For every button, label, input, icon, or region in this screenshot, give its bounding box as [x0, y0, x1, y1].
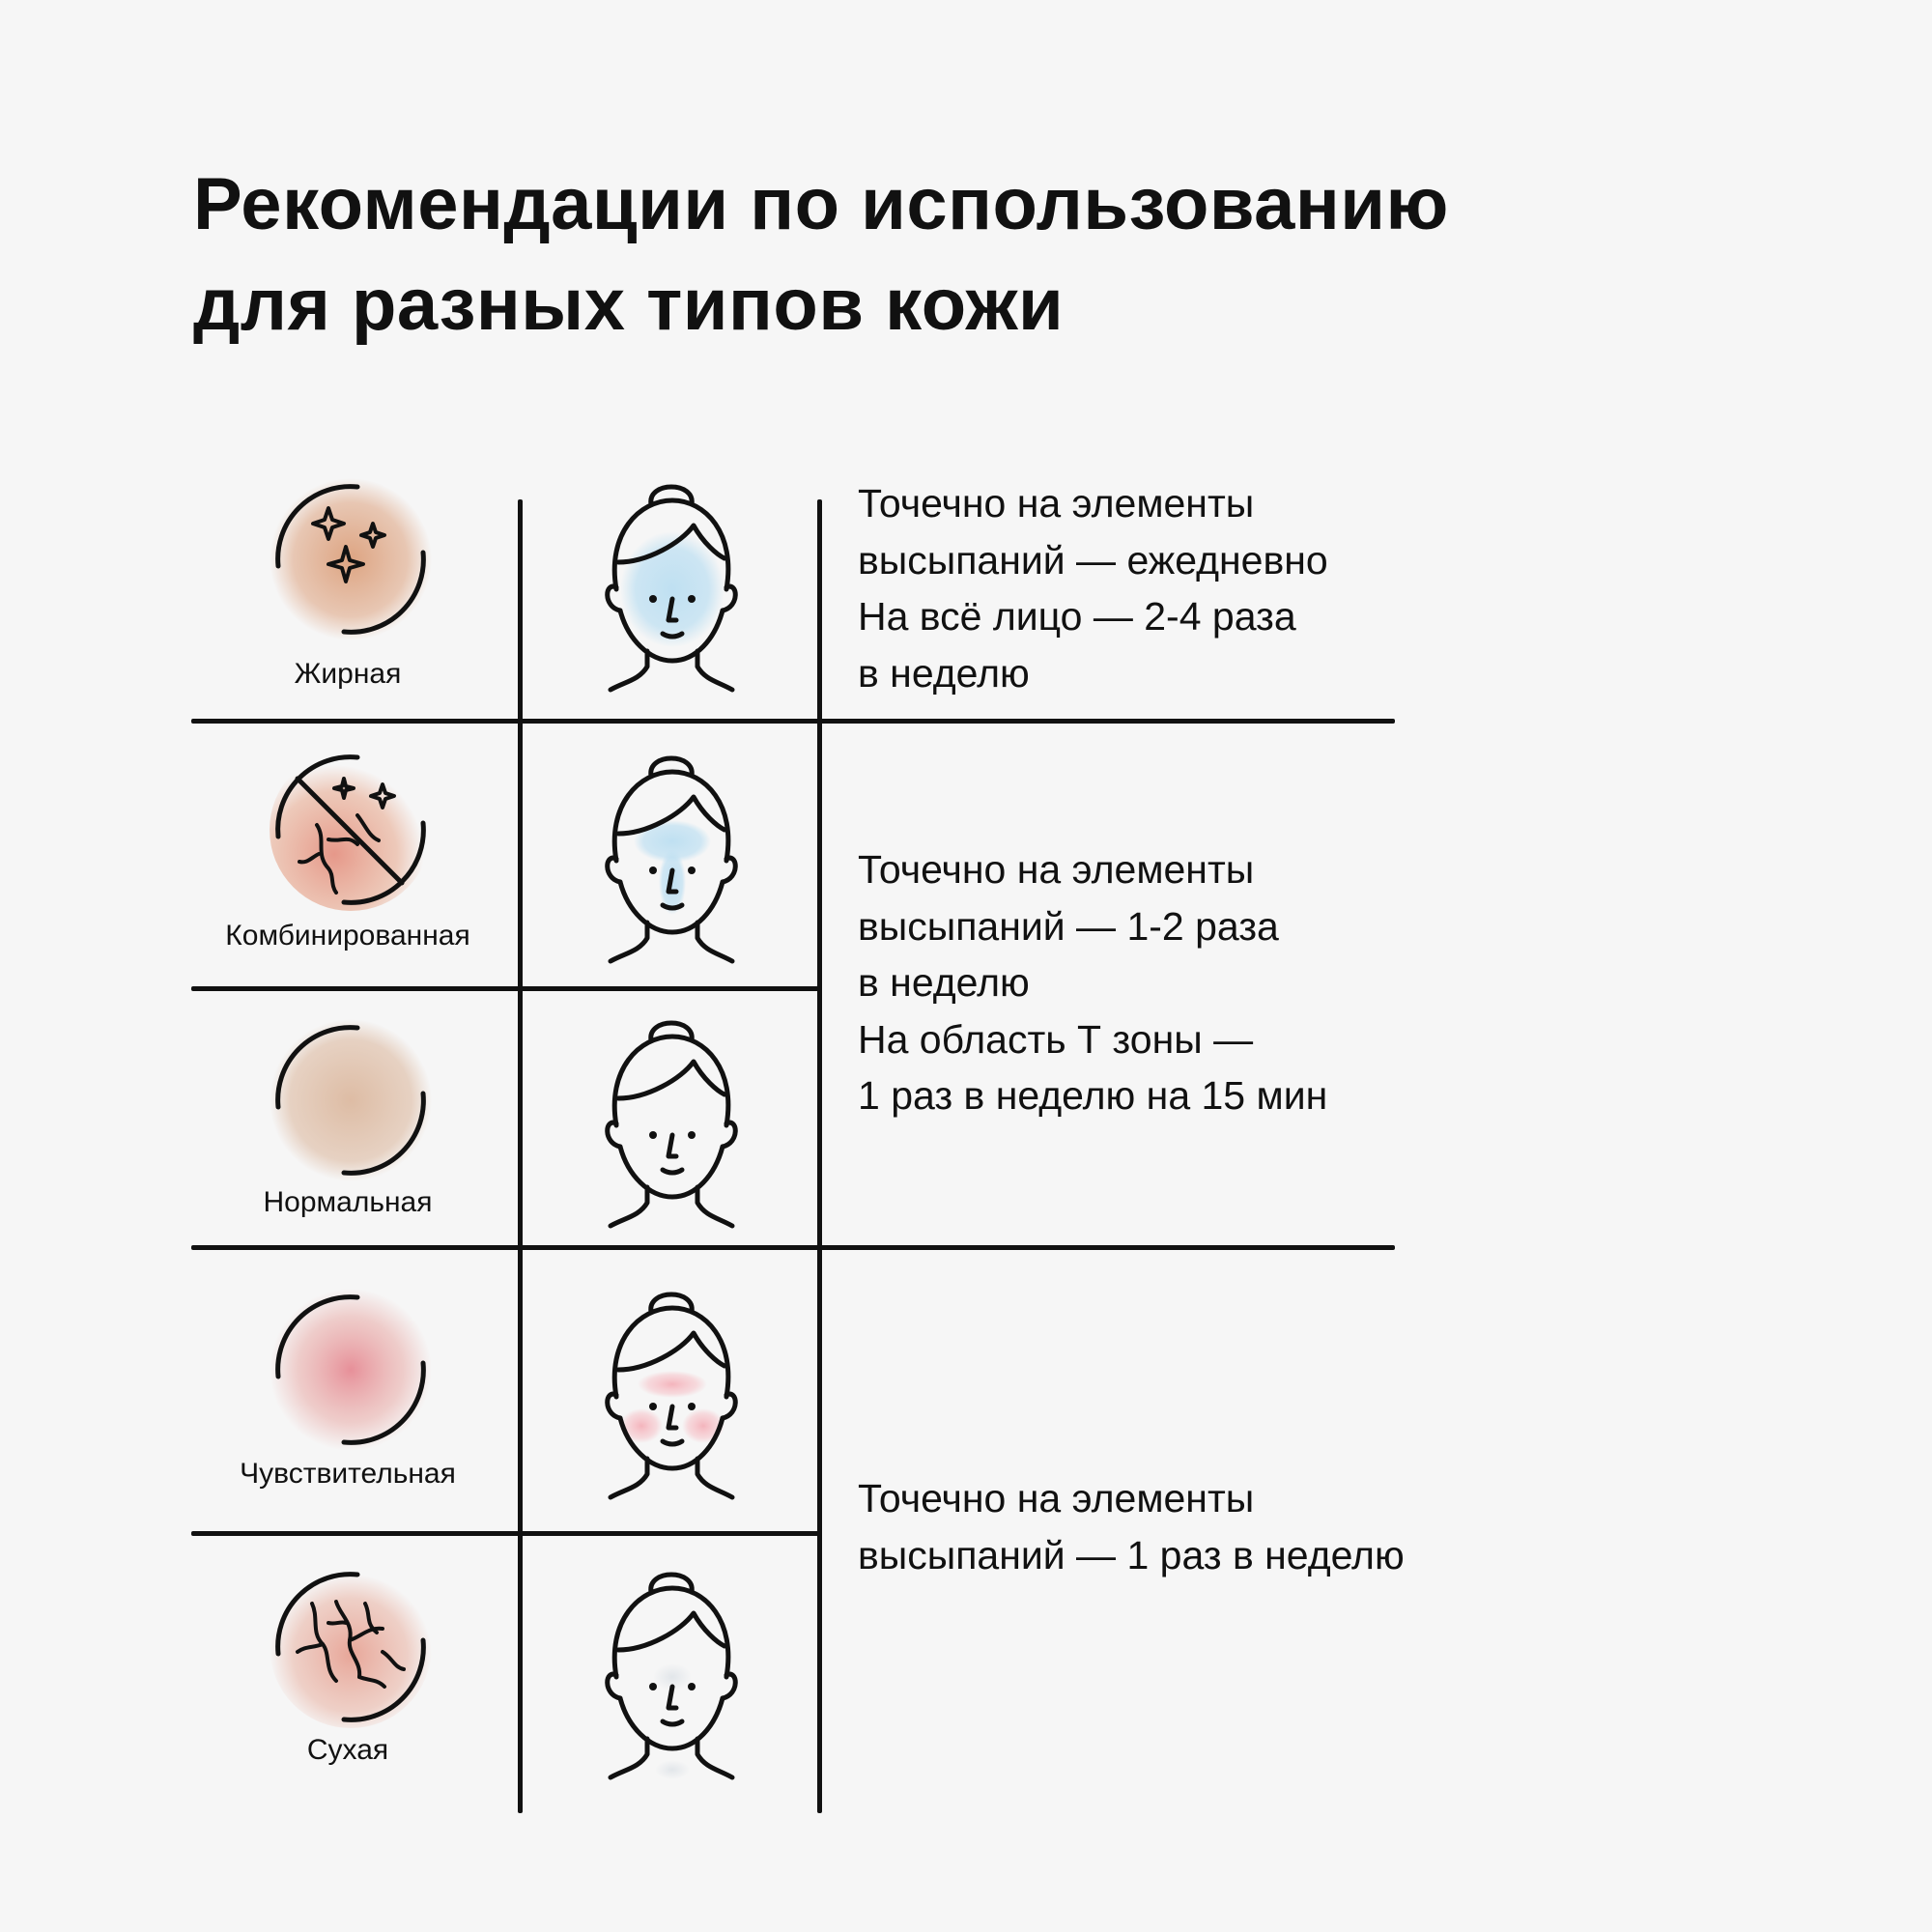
recommendation-line: высыпаний — ежедневно [858, 537, 1328, 582]
table-divider-vertical-2 [817, 499, 822, 1813]
page-title-line-1: Рекомендации по использованию [193, 163, 1449, 245]
dry-skin-icon [269, 1565, 433, 1729]
recommendation-combination-normal [858, 841, 1327, 1124]
skin-type-label-normal: Нормальная [263, 1186, 433, 1218]
skin-type-label-dry: Сухая [306, 1734, 389, 1766]
recommendation-line: 1 раз в неделю на 15 мин [858, 1073, 1328, 1118]
recommendation-line: Точечно на элементы [858, 481, 1255, 526]
normal-skin-icon [269, 1018, 433, 1182]
sensitive-skin-icon [269, 1288, 433, 1452]
face-t-zone-icon [599, 747, 744, 964]
recommendation-line: Точечно на элементы [858, 1476, 1255, 1520]
skin-type-label-sensitive: Чувствительная [240, 1458, 456, 1490]
page-title [193, 155, 1449, 355]
recommendation-oily [858, 475, 1328, 701]
recommendation-line: Точечно на элементы [858, 847, 1255, 892]
table-divider-row-4 [191, 1531, 820, 1536]
oily-skin-icon [269, 477, 433, 641]
skin-type-label-oily: Жирная [294, 658, 402, 690]
table-divider-row-2 [191, 986, 820, 991]
table-divider-row-1 [191, 719, 1395, 724]
recommendation-line: высыпаний — 1 раз в неделю [858, 1532, 1405, 1577]
recommendation-line: На всё лицо — 2-4 раза [858, 594, 1296, 639]
combination-skin-icon [269, 748, 433, 912]
page-title-line-2: для разных типов кожи [193, 264, 1065, 346]
skin-type-label-combination: Комбинированная [225, 920, 470, 952]
recommendation-line: в неделю [858, 960, 1030, 1005]
face-red-cheeks-icon [599, 1283, 744, 1500]
recommendation-line: На область Т зоны — [858, 1016, 1254, 1062]
face-icon [599, 1011, 744, 1229]
face-dry-icon [599, 1563, 744, 1780]
table-divider-vertical-1 [518, 499, 523, 1813]
recommendation-line: высыпаний — 1-2 раза [858, 903, 1279, 949]
recommendation-line: в неделю [858, 650, 1030, 696]
face-oily-zone-icon [599, 475, 744, 693]
table-divider-row-3 [191, 1245, 1395, 1250]
recommendation-sensitive-dry [858, 1470, 1405, 1583]
